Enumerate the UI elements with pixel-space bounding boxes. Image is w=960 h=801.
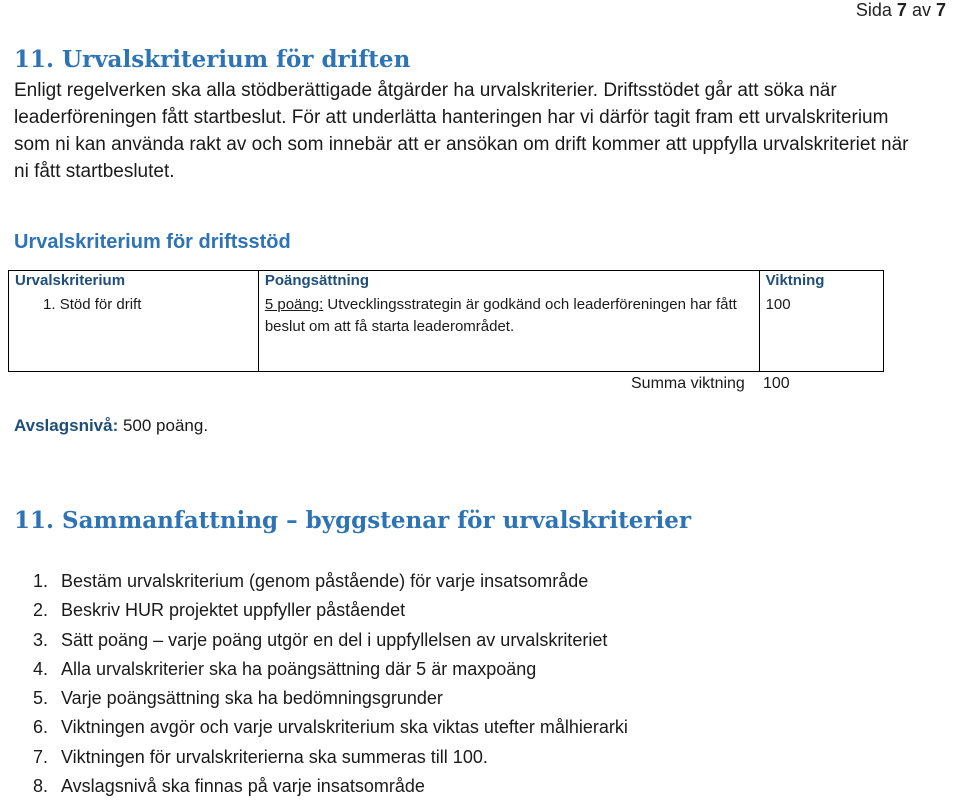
list-item [14,567,628,596]
list-text: Viktningen för urvalskriterierna ska summeras till 100. [61,746,488,767]
weight-cell: 100 [759,293,883,372]
criteria-heading: Urvalskriterium för driftsstöd [14,231,291,253]
list-text: Varje poängsättning ska ha bedömningsgrunder [61,688,443,709]
sum-weight-value: 100 [763,375,790,392]
list-number: 6. [32,717,48,738]
list-number: 8. [32,776,48,797]
list-text: Alla urvalskriterier ska ha poängsättning där 5 är maxpoäng [61,658,537,679]
list-item [14,772,628,801]
list-number: 7. [32,746,48,767]
criteria-table [8,270,884,372]
list-item [14,655,628,684]
page-current: 7 [896,0,907,20]
criterion-number: 1. [43,296,56,313]
list-item [14,596,628,625]
list-item [14,684,628,713]
column-header-scoring: Poängsättning [258,271,759,294]
scoring-cell [258,293,759,372]
list-number: 2. [32,600,48,621]
rejection-label: Avslagsnivå: [14,416,119,435]
section-title-urvalskriterium: 11. Urvalskriterium för driften [14,46,411,73]
list-item [14,626,628,655]
rejection-level [14,416,208,436]
page-sep: av [911,0,931,20]
list-text: Avslagsnivå ska finnas på varje insatsområde [61,776,425,797]
list-text: Viktningen avgör och varje urvalskriterium ska viktas utefter målhierarki [61,717,628,738]
points-text: Utvecklingsstrategin är godkänd och leaderföreningen har fått beslut om att få starta leaderområdet. [264,296,737,335]
section-title-summary: 11. Sammanfattning – byggstenar för urvalskriterier [14,507,692,534]
list-number: 5. [32,688,48,709]
list-text: Beskriv HUR projektet uppfyller påståendet [61,600,406,621]
column-header-criterion: Urvalskriterium [9,271,259,294]
page-number [856,0,946,21]
list-text: Sätt poäng – varje poäng utgör en del i uppfyllelsen av urvalskriteriet [61,629,608,650]
page-label: Sida [855,0,892,20]
rejection-value: 500 poäng. [118,416,209,435]
intro-paragraph: Enligt regelverken ska alla stödberättigade åtgärder ha urvalskriterier. Driftsstödet går att söka när leaderföreningen fått startbeslut. För att underlätta hanteringen har vi därför tagit fram ett urvalskriterium som ni kan använda rakt av och som innebär att er ansökan om drift kommer att uppfylla urvalskriteriet när ni fått startbeslutet. [14,80,909,182]
points-label: 5 poäng: [264,296,324,313]
table-header-row [9,271,884,294]
list-number: 3. [32,629,48,650]
list-number: 4. [32,658,48,679]
list-number: 1. [32,571,48,591]
list-item [14,743,628,772]
list-text: Bestäm urvalskriterium (genom påstående) för varje insatsområde [61,571,589,591]
page-total: 7 [935,0,946,20]
table-row [9,293,884,372]
list-item [14,713,628,742]
summary-list [14,567,628,801]
column-header-weight: Viktning [759,271,883,294]
criterion-name: Stöd för drift [59,296,142,313]
criterion-cell [9,293,259,372]
sum-weight-label: Summa viktning [631,375,745,392]
